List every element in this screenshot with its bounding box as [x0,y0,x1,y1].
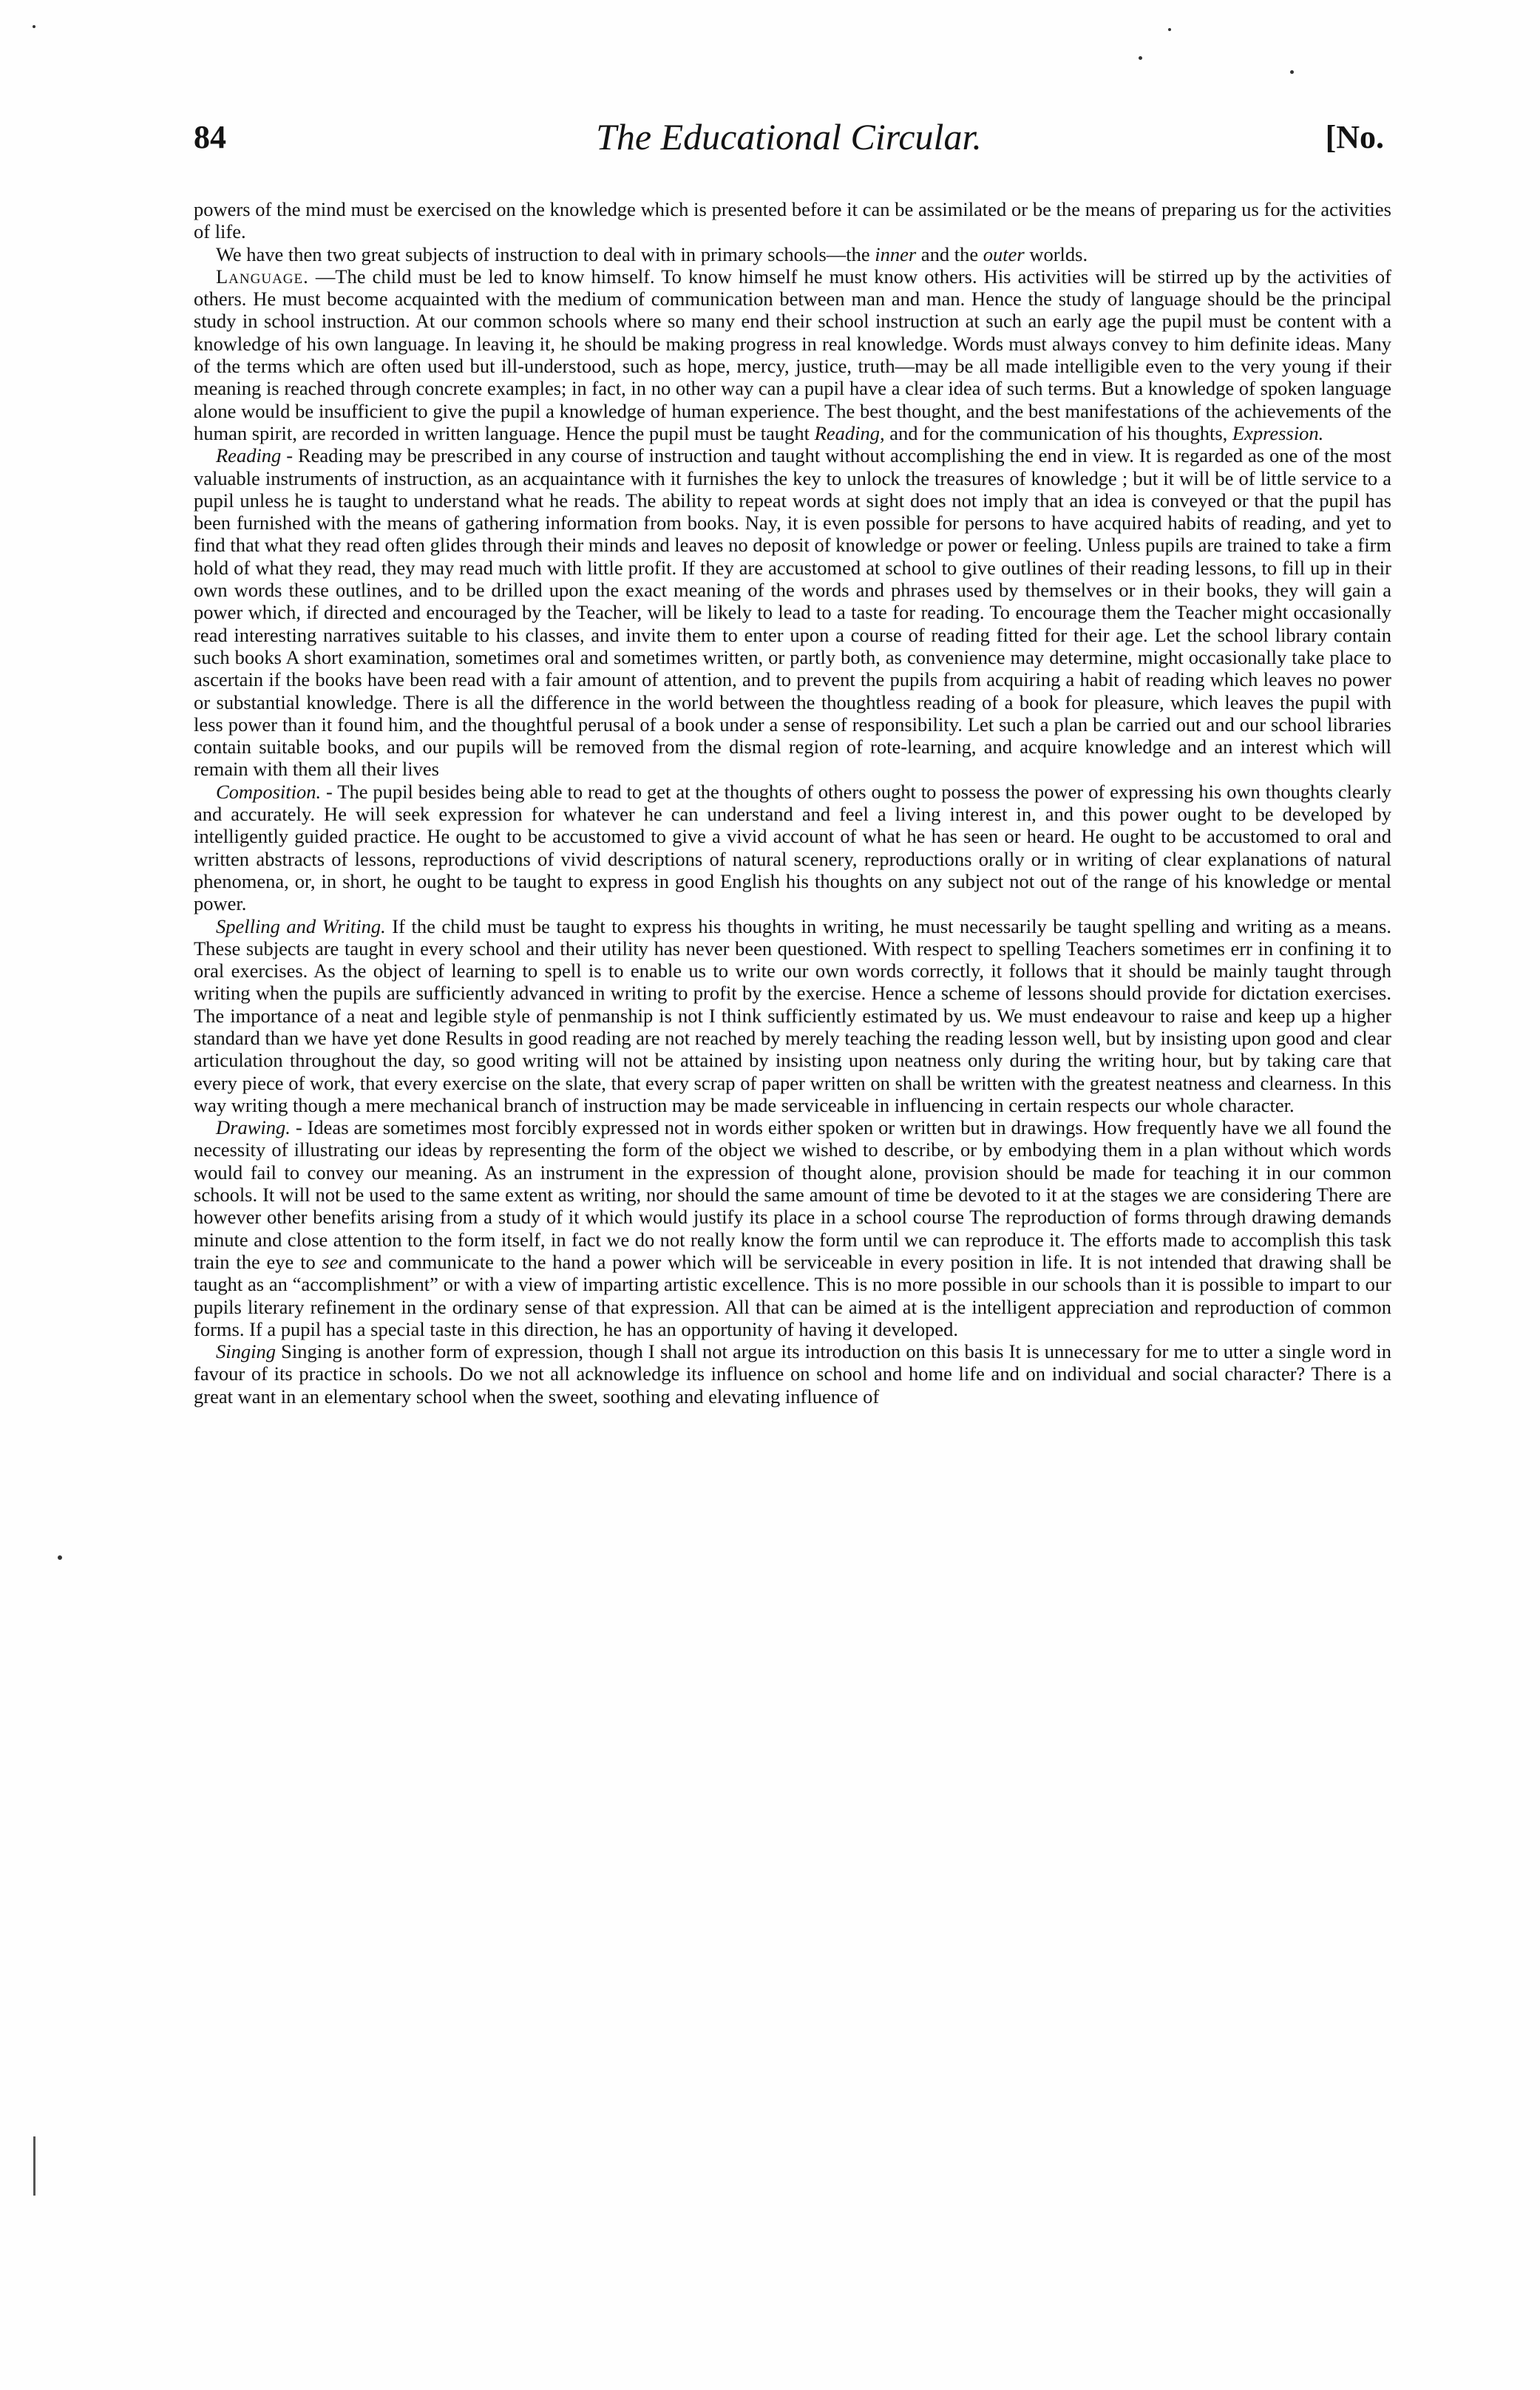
running-header [194,118,1384,170]
section-spelling-writing [194,915,1391,1117]
paragraph-text: - Ideas are sometimes most forcibly expressed not in words either spoken or written but in drawings. How frequently have we all found the necessity of illustrating our ideas by representing the form of the object we wished to describe, or by embodying them in a plan without which words would fail to convey our meaning. As an instrument in the expression of thought alone, provision should be made for teaching it in our common schools. It will not be used to the same extent as writing, nor should the same amount of time be devoted to it at the stages we are considering There are however other benefits arising from a study of it which would justify its place in a school course The reproduction of forms through drawing demands minute and close attention to the form itself, in fact we do not really know the form until we can reproduce it. The efforts made to accomplish this task train the eye to [194,1116,1391,1273]
paragraph-text: Singing is another form of expression, though I shall not argue its introduction on this basis It is unnecessary for me to utter a single word in favour of its practice in schools. Do we not all acknowledge its influence on school and home life and on individual and social character? There is a great want in an elementary school when the sweet, soothing and elevating influence of [194,1340,1391,1408]
paragraph-text: - The pupil besides being able to read to get at the thoughts of others ought to possess the power of expressing his own thoughts clearly and accurately. He will seek expression for whatever he can understand and feel a living interest in, and this power ought to be developed by intelligently guided practice. He ought to be accustomed to give a vivid account of what he has seen or heard. He ought to be accustomed to oral and written abstracts of lessons, reproductions of vivid descriptions of natural scenery, reproductions orally or in writing of clear explanations of natural phenomena, or, in short, he ought to be taught to express in good English his thoughts on any subject not out of the range of his knowledge or mental power. [194,780,1391,915]
paragraph-text: We have then two great subjects of instruction to deal with in primary schools—the [216,242,875,265]
emphasis-outer: outer [983,242,1025,265]
emphasis-reading: Reading, [814,421,885,444]
section-heading-spelling-writing: Spelling and Writing. [216,914,386,937]
scan-speck [33,25,35,28]
scan-speck [1290,70,1294,74]
scan-speck [1168,28,1171,31]
paragraph-text: and communicate to the hand a power which will be serviceable in every position in life. It is not intended that drawing shall be taught as an “accomplishment” or with a view of imparting artistic excellence. This is no more possible in our schools than it is possible to impart to our pupils literary refinement in the ordinary sense of that expression. All that can be aimed at is the intelligent appreciation and reproduction of common forms. If a pupil has a special taste in this direction, he has an opportunity of having it developed. [194,1250,1392,1340]
emphasis-inner: inner [875,242,917,265]
section-heading-reading: Reading [216,444,282,467]
section-language [194,265,1391,444]
paragraph-text: and for the communication of his thoughts, [884,421,1232,444]
paragraph-intro [194,198,1391,243]
paragraph-text: If the child must be taught to express his thoughts in writing, he must necessarily be taught spelling and writing as a means. These subjects are taught in every school and their utility has never been questioned. With respect to spelling Teachers sometimes err in confining it to oral exercises. As the object of learning to spell is to enable us to write our own words correctly, it follows that it should be mainly taught through writing when the pupils are sufficiently advanced in writing to profit by the exercise. Hence a scheme of lessons should provide for dictation exercises. The importance of a neat and legible style of penmanship is not I think sufficiently estimated by us. We must endeavour to raise and keep up a higher standard than we have yet done Results in good reading are not reached by merely teaching the reading lesson well, but by insisting upon good and clear articulation throughout the day, so good writing will not be attained by insisting upon neatness only during the writing hour, but by taking care that every piece of work, that every exercise on the slate, that every scrap of paper written on shall be written with the greatest neatness and clearness. In this way writing though a mere mechanical branch of instruction may be made serviceable in influencing in certain respects our whole character. [194,914,1391,1116]
paragraph-two-subjects [194,243,1391,265]
issue-number-mark: [No. [1325,119,1384,155]
article-body [194,198,1391,1408]
section-drawing [194,1116,1391,1340]
section-heading-drawing: Drawing. [216,1116,291,1139]
margin-line [33,2136,35,2196]
page-number: 84 [194,119,226,155]
paragraph-text: - Reading may be prescribed in any course of instruction and taught without accomplishing the end in view. It is regarded as one of the most valuable instruments of instruction, as an acquaintance with it furnishes the key to unlock the treasures of knowledge ; but it will be of little service to a pupil unless he is taught to understand what he reads. The ability to repeat words at sight does not imply that an idea is conveyed or that the pupil has been furnished with the means of gathering information from books. Nay, it is even possible for persons to have acquired habits of reading, and yet to find that what they read often glides through their minds and leaves no deposit of knowledge or power or feeling. Unless pupils are trained to take a firm hold of what they read, they may read much with little profit. If they are accustomed at school to give outlines of their reading lessons, to fill up in their own words these outlines, and to be drilled upon the exact meaning of the words and phrases used by themselves or in their books, they will gain a power which, if directed and encouraged by the Teacher, will be likely to lead to a taste for reading. To encourage them the Teacher might occasionally read interesting narratives suitable to his classes, and invite them to enter upon a course of reading fitted for their age. Let the school library contain such books A short examination, sometimes oral and sometimes written, or partly both, as convenience may determine, might occasionally take place to ascertain if the books have been read with a fair amount of attention, and to prevent the pupils from acquiring a habit of reading which leaves no power or substantial knowledge. There is all the difference in the world between the thoughtless reading of a book for pleasure, which leaves the pupil with less power than it found him, and the thoughtful perusal of a book under a sense of responsibility. Let such a plan be carried out and our school libraries contain suitable books, and our pupils will be removed from the dismal region of rote-learning, and acquire knowledge and an interest which will remain with them all their lives [194,444,1391,781]
paragraph-text: —The child must be led to know himself. To know himself he must know others. His activities will be stirred up by the activities of others. He must become acquainted with the medium of communication between man and man. Hence the study of language should be the principal study in school instruction. At our common schools where so many end their school instruction at such an early age the pupil must be content with a knowledge of his own language. In leaving it, he should be making progress in real knowledge. Words must always convey to him definite ideas. Many of the terms which are often used but ill-understood, such as hope, mercy, justice, truth—may be all made intelligible even to the very young if their meaning is reached through concrete examples; in fact, in no other way can a pupil have a clear idea of such terms. But a knowledge of spoken language alone would be insufficient to give the pupil a knowledge of human experience. The best thought, and the best manifestations of the achievements of the human spirit, are recorded in written language. Hence the pupil must be taught [194,265,1391,444]
section-heading-language: Language. [216,265,309,288]
section-heading-singing: Singing [216,1340,276,1363]
section-singing [194,1340,1391,1408]
emphasis-expression: Expression. [1232,421,1324,444]
running-title: The Educational Circular. [596,116,982,157]
paragraph-text: worlds. [1024,242,1088,265]
scan-speck [1139,56,1142,60]
emphasis-see: see [322,1250,347,1273]
paragraph-text: powers of the mind must be exercised on the knowledge which is presented before it can be assimilated or be the means of preparing us for the activities of life. [194,198,1391,243]
section-heading-composition: Composition. [216,780,322,803]
paragraph-text: and the [916,242,983,265]
section-reading [194,444,1391,780]
scan-speck [58,1555,62,1560]
section-composition [194,781,1391,915]
